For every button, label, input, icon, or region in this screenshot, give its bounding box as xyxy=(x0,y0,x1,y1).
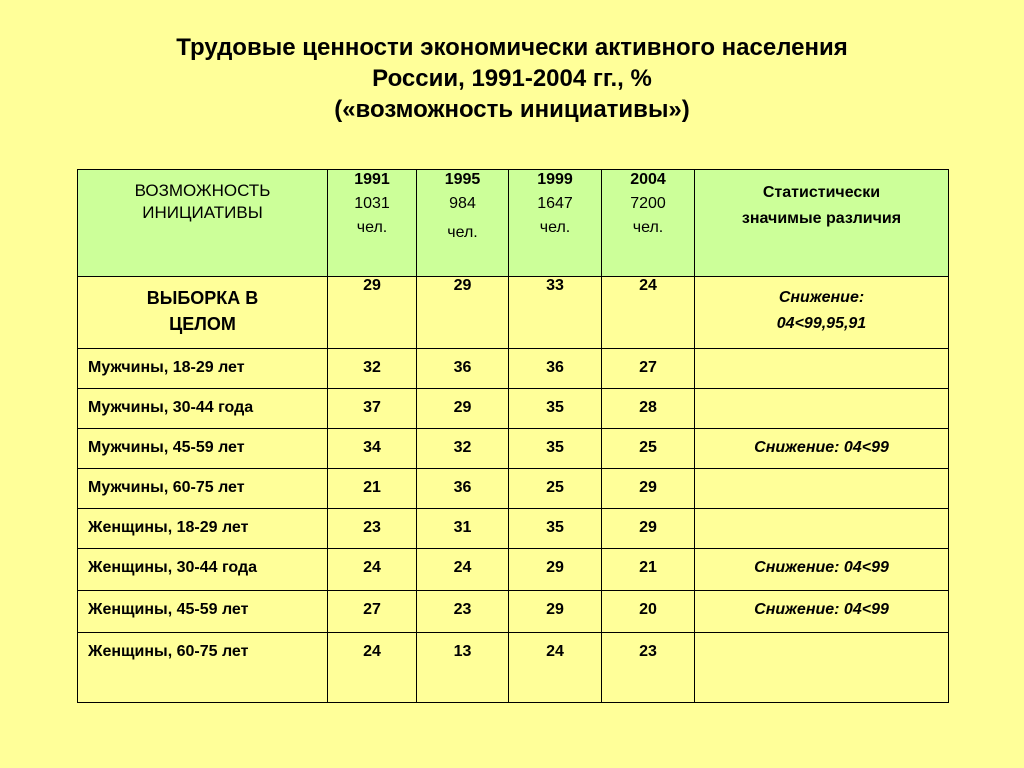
sample-unit: чел. xyxy=(539,219,571,236)
row-value-1999: 35 xyxy=(509,509,602,549)
row-stat: Снижение: 04<99 xyxy=(695,591,949,633)
table-row xyxy=(78,591,949,633)
table-row xyxy=(78,349,949,389)
title-line-2: России, 1991-2004 гг., % xyxy=(372,65,652,92)
row-value-1991: 34 xyxy=(328,429,417,469)
row-value-2004: 21 xyxy=(602,549,695,591)
row-label: Мужчины, 60-75 лет xyxy=(78,469,328,509)
sample-size: 1647 xyxy=(537,195,573,212)
row-value-1995: 24 xyxy=(417,549,509,591)
row-stat xyxy=(695,389,949,429)
header-name-cell xyxy=(78,170,328,277)
row-stat: Снижение: 04<99 xyxy=(695,549,949,591)
row-value-1991: 27 xyxy=(328,591,417,633)
row-label: Женщины, 30-44 года xyxy=(78,549,328,591)
total-value-1991: 29 xyxy=(328,277,417,349)
row-value-1991: 24 xyxy=(328,549,417,591)
row-stat xyxy=(695,509,949,549)
year-label: 1999 xyxy=(537,171,573,188)
row-value-1999: 24 xyxy=(509,633,602,703)
row-value-1991: 37 xyxy=(328,389,417,429)
total-value-1995: 29 xyxy=(417,277,509,349)
row-value-2004: 28 xyxy=(602,389,695,429)
sample-size: 984 xyxy=(449,195,476,212)
row-value-1995: 13 xyxy=(417,633,509,703)
row-value-1999: 25 xyxy=(509,469,602,509)
row-value-2004: 20 xyxy=(602,591,695,633)
row-stat xyxy=(695,633,949,703)
row-value-2004: 23 xyxy=(602,633,695,703)
sample-unit: чел. xyxy=(632,219,664,236)
row-value-2004: 29 xyxy=(602,469,695,509)
slide-title xyxy=(0,32,1024,125)
row-label: Женщины, 60-75 лет xyxy=(78,633,328,703)
sample-size: 7200 xyxy=(630,195,666,212)
table-header-row xyxy=(78,170,949,277)
row-value-1999: 36 xyxy=(509,349,602,389)
row-value-1991: 21 xyxy=(328,469,417,509)
table-row xyxy=(78,633,949,703)
row-stat: Снижение: 04<99 xyxy=(695,429,949,469)
total-stat-line-1: Снижение: xyxy=(778,289,865,306)
row-stat xyxy=(695,469,949,509)
row-label: Женщины, 18-29 лет xyxy=(78,509,328,549)
header-stat-cell xyxy=(695,170,949,277)
row-value-2004: 29 xyxy=(602,509,695,549)
row-stat xyxy=(695,349,949,389)
total-label-line-1: ВЫБОРКА В xyxy=(146,288,259,308)
total-stat-cell xyxy=(695,277,949,349)
total-value-1999: 33 xyxy=(509,277,602,349)
row-value-1999: 35 xyxy=(509,389,602,429)
header-year-1991 xyxy=(328,170,417,277)
sample-unit: чел. xyxy=(447,224,478,241)
row-value-1995: 36 xyxy=(417,349,509,389)
total-label-line-2: ЦЕЛОМ xyxy=(169,314,236,334)
row-label: Мужчины, 30-44 года xyxy=(78,389,328,429)
table-row xyxy=(78,469,949,509)
row-value-2004: 27 xyxy=(602,349,695,389)
total-stat-line-2: 04<99,95,91 xyxy=(776,315,867,332)
header-year-2004 xyxy=(602,170,695,277)
row-value-1991: 32 xyxy=(328,349,417,389)
table-row xyxy=(78,509,949,549)
row-value-2004: 25 xyxy=(602,429,695,469)
header-name-line-2: ИНИЦИАТИВЫ xyxy=(142,203,263,222)
title-line-3: («возможность инициативы») xyxy=(334,96,690,123)
year-label: 1995 xyxy=(444,171,481,188)
sample-unit: чел. xyxy=(356,219,388,236)
values-table xyxy=(77,169,949,703)
row-label: Мужчины, 18-29 лет xyxy=(78,349,328,389)
table-row xyxy=(78,389,949,429)
header-name-line-1: ВОЗМОЖНОСТЬ xyxy=(134,181,271,200)
row-value-1995: 36 xyxy=(417,469,509,509)
table-row xyxy=(78,549,949,591)
row-value-1999: 29 xyxy=(509,591,602,633)
total-value-2004: 24 xyxy=(602,277,695,349)
title-line-1: Трудовые ценности экономически активного населения xyxy=(176,34,848,61)
row-value-1999: 35 xyxy=(509,429,602,469)
sample-size: 1031 xyxy=(354,195,390,212)
table-row xyxy=(78,429,949,469)
row-value-1991: 24 xyxy=(328,633,417,703)
row-value-1995: 31 xyxy=(417,509,509,549)
total-label-cell xyxy=(78,277,328,349)
row-value-1995: 23 xyxy=(417,591,509,633)
row-label: Женщины, 45-59 лет xyxy=(78,591,328,633)
table-row-total xyxy=(78,277,949,349)
row-value-1995: 29 xyxy=(417,389,509,429)
header-year-1999 xyxy=(509,170,602,277)
year-label: 1991 xyxy=(354,171,390,188)
year-label: 2004 xyxy=(630,171,666,188)
row-value-1999: 29 xyxy=(509,549,602,591)
header-year-1995 xyxy=(417,170,509,277)
row-label: Мужчины, 45-59 лет xyxy=(78,429,328,469)
row-value-1991: 23 xyxy=(328,509,417,549)
header-stat-line-2: значимые различия xyxy=(741,210,902,227)
row-value-1995: 32 xyxy=(417,429,509,469)
header-stat-line-1: Статистически xyxy=(762,184,881,201)
